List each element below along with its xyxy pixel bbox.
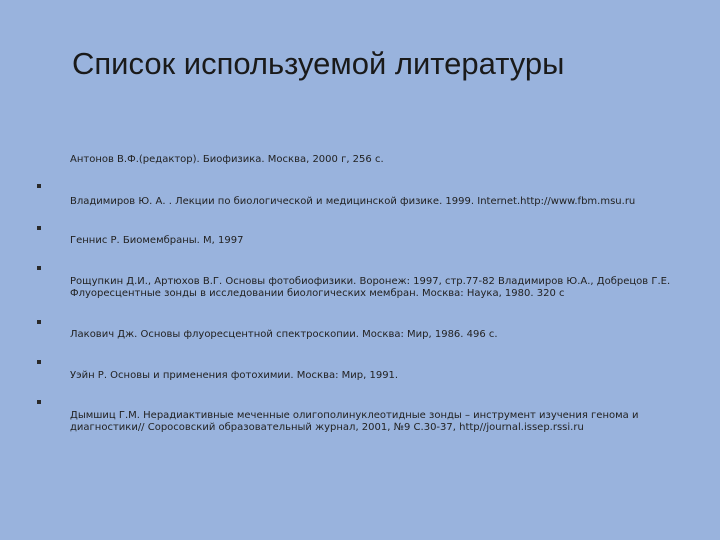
reference-item-2: Владимиров Ю. А. . Лекции по биологической и медицинской физике. 1999. Internet.http://www.fbm.msu.ru [70, 196, 636, 207]
slide-title: Список используемой литературы [72, 46, 565, 81]
reference-item-7: Дымшиц Г.М. Нерадиактивные меченные олигополинуклеотидные зонды – инструмент изучения генома и диагностики// Соросовский образовательный журнал, 2001, №9 С.30-37, http//journal.issep.rssi.ru [70, 410, 639, 433]
reference-item-6: Уэйн Р. Основы и применения фотохимии. Москва: Мир, 1991. [70, 370, 399, 381]
bullet-icon [37, 266, 41, 270]
bullet-icon [37, 400, 41, 404]
reference-item-1: Антонов В.Ф.(редактор). Биофизика. Москва, 2000 г, 256 с. [70, 154, 384, 165]
bullet-icon [37, 320, 41, 324]
bullet-icon [37, 184, 41, 188]
reference-item-4: Рощупкин Д.И., Артюхов В.Г. Основы фотобиофизики. Воронеж: 1997, стр.77-82 Владимиров Ю.А., Добрецов Г.Е. Флуоресцентные зонды в исследовании биологических мембран. Москва: Наука, 1980. 320 с [70, 276, 671, 299]
reference-item-5: Лакович Дж. Основы флуоресцентной спектроскопии. Москва: Мир, 1986. 496 с. [70, 329, 498, 340]
bullet-icon [37, 226, 41, 230]
bullet-icon [37, 360, 41, 364]
reference-item-3: Геннис Р. Биомембраны. М, 1997 [70, 235, 244, 246]
